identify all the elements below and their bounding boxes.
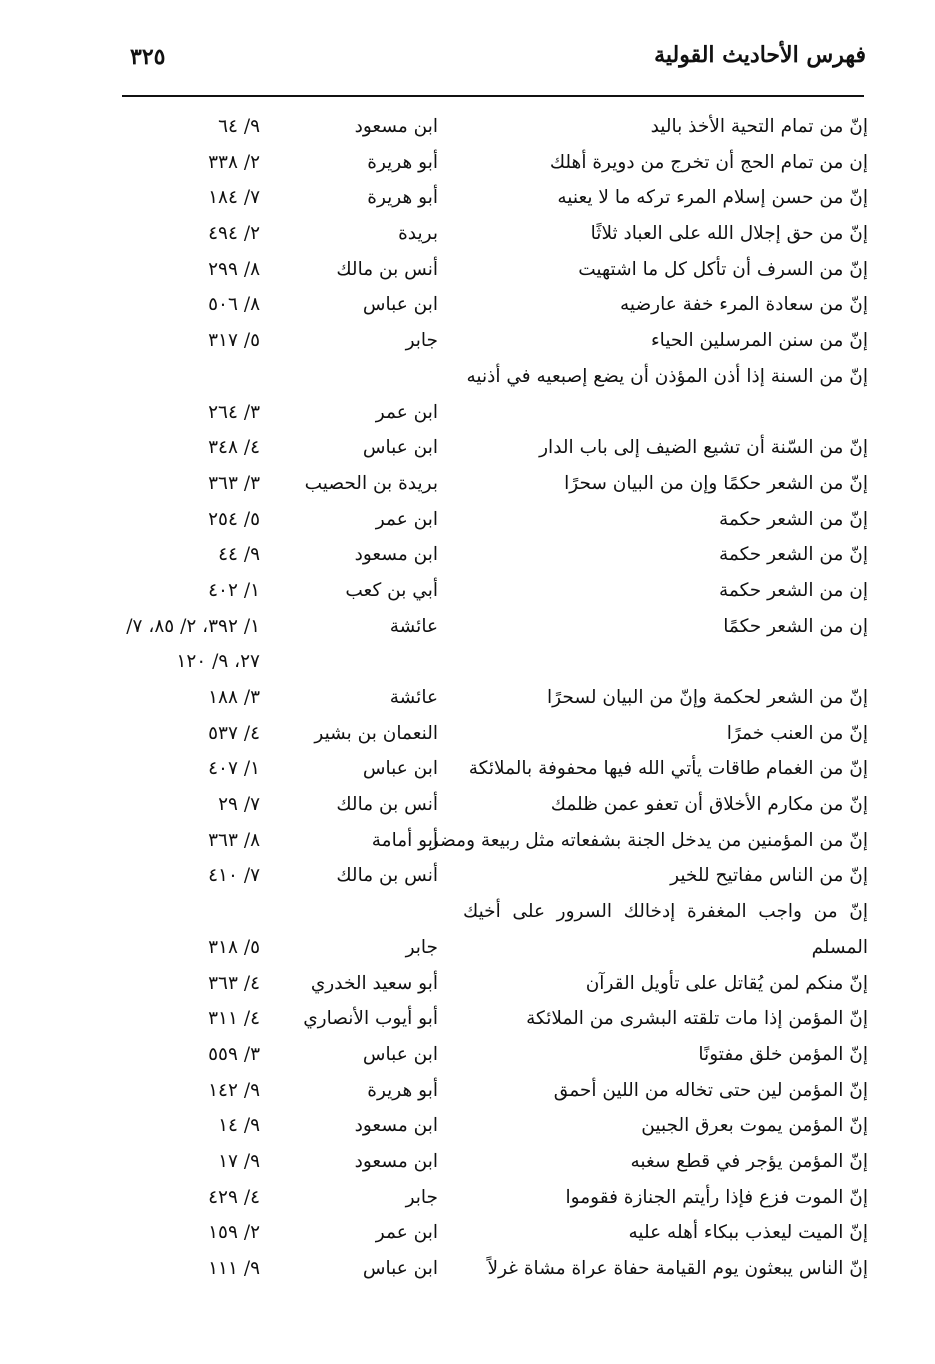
- index-entry: [110, 1001, 868, 1037]
- narrator-name: ابن عباس: [362, 1258, 438, 1280]
- volume-page-ref: ٤/ ٤٢٩: [208, 1186, 260, 1208]
- hadith-text: إنّ الميت ليعذب ببكاء أهله عليه: [628, 1222, 868, 1244]
- index-entry: [110, 609, 868, 680]
- hadith-text: إنّ من حسن إسلام المرء تركه ما لا يعنيه: [557, 187, 868, 209]
- hadith-text: إنّ من السّنة أن تشيع الضيف إلى باب الدار: [539, 437, 868, 459]
- narrator-name: ابن عباس: [362, 294, 438, 316]
- volume-page-ref: ٩/ ١٤: [218, 1115, 260, 1137]
- hadith-text: إنّ من سنن المرسلين الحياء: [650, 330, 868, 352]
- hadith-text: إنّ المؤمن إذا مات تلقته البشرى من الملائكة: [526, 1008, 868, 1030]
- volume-page-ref: ٤/ ٣١١: [208, 1008, 260, 1030]
- hadith-text: إنّ من تمام التحية الأخذ باليد: [650, 116, 868, 137]
- index-entry: [110, 680, 868, 716]
- volume-page-ref: ٣/ ٢٦٤: [208, 401, 260, 423]
- hadith-text: إنّ المؤمن خلق مفتونًا: [698, 1043, 868, 1065]
- narrator-name: عائشة: [389, 687, 438, 709]
- volume-page-ref: ٩/ ٦٤: [218, 116, 260, 137]
- hadith-text: إنّ المؤمن يموت بعرق الجبين: [641, 1115, 868, 1137]
- narrator-name: ابن عمر: [375, 401, 438, 423]
- volume-page-ref: ٤/ ٣٤٨: [208, 437, 260, 459]
- index-entry: [110, 252, 868, 288]
- narrator-name: عائشة: [389, 615, 438, 637]
- narrator-name: ابن عباس: [362, 758, 438, 780]
- index-entry: [110, 323, 868, 359]
- page-header: [120, 42, 866, 92]
- index-entry: [110, 502, 868, 538]
- index-entry: [110, 573, 868, 609]
- index-entry: [110, 751, 868, 787]
- index-entry: [110, 430, 868, 466]
- index-entry: [110, 1180, 868, 1216]
- volume-page-ref: ١/ ٤٠٢: [208, 579, 260, 601]
- volume-page-ref: ١/ ٣٩٢، ٢/ ٨٥، ٧/ ٢٧، ٩/ ١٢٠: [126, 615, 260, 673]
- hadith-text: إن من تمام الحج أن تخرج من دويرة أهلك: [549, 151, 868, 173]
- header-divider: [122, 95, 864, 97]
- hadith-text: إنّ من الشعر حكمة: [718, 508, 868, 530]
- hadith-index-list: [110, 109, 868, 1287]
- volume-page-ref: ٥/ ٢٥٤: [208, 508, 260, 530]
- index-entry: [110, 180, 868, 216]
- volume-page-ref: ٩/ ١١١: [208, 1258, 260, 1280]
- volume-page-ref: ٧/ ١٨٤: [208, 187, 260, 209]
- index-entry: [110, 1108, 868, 1144]
- narrator-name: أنس بن مالك: [336, 258, 438, 280]
- volume-page-ref: ٩/ ١٤٢: [208, 1079, 260, 1101]
- index-entry: [110, 216, 868, 252]
- narrator-name: ابن عباس: [362, 1043, 438, 1065]
- index-entry: [110, 1073, 868, 1109]
- narrator-name: ابن مسعود: [354, 1150, 438, 1172]
- narrator-name: أبي بن كعب: [345, 579, 438, 601]
- index-entry: [110, 966, 868, 1002]
- index-entry: [110, 359, 868, 430]
- volume-page-ref: ٨/ ٣٦٣: [208, 829, 260, 851]
- volume-page-ref: ٢/ ٤٩٤: [208, 223, 260, 245]
- volume-page-ref: ١/ ٤٠٧: [208, 758, 260, 780]
- hadith-text: إنّ من السنة إذا أذن المؤذن أن يضع إصبعيه في أذنيه: [466, 365, 868, 387]
- narrator-name: جابر: [405, 330, 438, 352]
- volume-page-ref: ٣/ ٣٦٣: [208, 472, 260, 494]
- hadith-text: إنّ المؤمن لين حتى تخاله من اللين أحمق: [553, 1079, 868, 1101]
- hadith-text: إنّ من واجب المغفرة إدخالك السرور على أخيك المسلم: [463, 901, 868, 958]
- hadith-text: إنّ من العنب خمرًا: [726, 722, 868, 744]
- index-entry: [110, 1215, 868, 1251]
- hadith-text: إنّ من الناس مفاتيح للخير: [670, 865, 868, 887]
- narrator-name: ابن مسعود: [354, 116, 438, 137]
- volume-page-ref: ٩/ ١٧: [218, 1150, 260, 1172]
- narrator-name: أبو أيوب الأنصاري: [303, 1008, 438, 1030]
- index-entry: [110, 894, 868, 965]
- volume-page-ref: ٣/ ١٨٨: [208, 687, 260, 709]
- narrator-name: بريدة: [398, 223, 438, 245]
- hadith-text: إنّ من السرف أن تأكل كل ما اشتهيت: [578, 258, 868, 280]
- narrator-name: ابن مسعود: [354, 1115, 438, 1137]
- narrator-name: بريدة بن الحصيب: [304, 472, 438, 494]
- narrator-name: ابن مسعود: [354, 544, 438, 566]
- narrator-name: أبو أمامة: [371, 829, 438, 851]
- index-entry: [110, 716, 868, 752]
- hadith-text: إنّ المؤمن يؤجر في قطع سغبه: [630, 1150, 868, 1172]
- hadith-text: إنّ من سعادة المرء خفة عارضيه: [619, 294, 868, 316]
- index-entry: [110, 787, 868, 823]
- volume-page-ref: ٣/ ٥٥٩: [208, 1043, 260, 1065]
- index-entry: [110, 1037, 868, 1073]
- index-entry: [110, 1144, 868, 1180]
- narrator-name: أبو سعيد الخدري: [310, 972, 438, 994]
- volume-page-ref: ٢/ ٣٣٨: [208, 151, 260, 173]
- hadith-text: إنّ من مكارم الأخلاق أن تعفو عمن ظلمك: [550, 794, 868, 816]
- volume-page-ref: ٥/ ٣١٨: [208, 936, 260, 958]
- volume-page-ref: ٧/ ٢٩: [218, 794, 260, 816]
- volume-page-ref: ٧/ ٤١٠: [208, 865, 260, 887]
- volume-page-ref: ٨/ ٢٩٩: [208, 258, 260, 280]
- hadith-text: إنّ من الشعر حكمًا وإن من البيان سحرًا: [564, 472, 868, 494]
- narrator-name: جابر: [405, 1186, 438, 1208]
- narrator-name: ابن عمر: [375, 508, 438, 530]
- narrator-name: النعمان بن بشير: [314, 722, 438, 744]
- hadith-text: إنّ من الغمام طاقات يأتي الله فيها محفوفة بالملائكة: [468, 758, 868, 780]
- hadith-text: إنّ من الشعر حكمة: [718, 544, 868, 566]
- hadith-text: إنّ من الشعر لحكمة وإنّ من البيان لسحرًا: [547, 687, 868, 709]
- index-entry: [110, 537, 868, 573]
- hadith-text: إنّ من حق إجلال الله على العباد ثلاثًا: [590, 223, 868, 245]
- hadith-text: إنّ من المؤمنين من يدخل الجنة بشفعاته مثل ربيعة ومضر: [429, 829, 868, 851]
- page-title: فهرس الأحاديث القولية: [654, 42, 866, 68]
- index-entry: [110, 823, 868, 859]
- hadith-text: إنّ الموت فزع فإذا رأيتم الجنازة فقوموا: [565, 1186, 868, 1208]
- hadith-text: إن من الشعر حكمة: [718, 579, 868, 601]
- index-entry: [110, 145, 868, 181]
- index-entry: [110, 1251, 868, 1287]
- narrator-name: أبو هريرة: [367, 1079, 438, 1101]
- narrator-name: ابن عمر: [375, 1222, 438, 1244]
- index-entry: [110, 466, 868, 502]
- narrator-name: أبو هريرة: [367, 187, 438, 209]
- narrator-name: ابن عباس: [362, 437, 438, 459]
- volume-page-ref: ٨/ ٥٠٦: [208, 294, 260, 316]
- volume-page-ref: ٤/ ٣٦٣: [208, 972, 260, 994]
- index-entry: [110, 287, 868, 323]
- hadith-text: إن من الشعر حكمًا: [723, 615, 868, 637]
- narrator-name: أبو هريرة: [367, 151, 438, 173]
- index-entry: [110, 858, 868, 894]
- page-number: ٣٢٥: [130, 44, 166, 70]
- volume-page-ref: ٥/ ٣١٧: [208, 330, 260, 352]
- volume-page-ref: ٢/ ١٥٩: [208, 1222, 260, 1244]
- narrator-name: أنس بن مالك: [336, 865, 438, 887]
- volume-page-ref: ٩/ ٤٤: [218, 544, 260, 566]
- hadith-text: إنّ الناس يبعثون يوم القيامة حفاة عراة مشاة غرلاً: [487, 1258, 868, 1280]
- narrator-name: أنس بن مالك: [336, 794, 438, 816]
- narrator-name: جابر: [405, 936, 438, 958]
- volume-page-ref: ٤/ ٥٣٧: [208, 722, 260, 744]
- index-entry: [110, 109, 868, 145]
- hadith-text: إنّ منكم لمن يُقاتل على تأويل القرآن: [585, 972, 868, 994]
